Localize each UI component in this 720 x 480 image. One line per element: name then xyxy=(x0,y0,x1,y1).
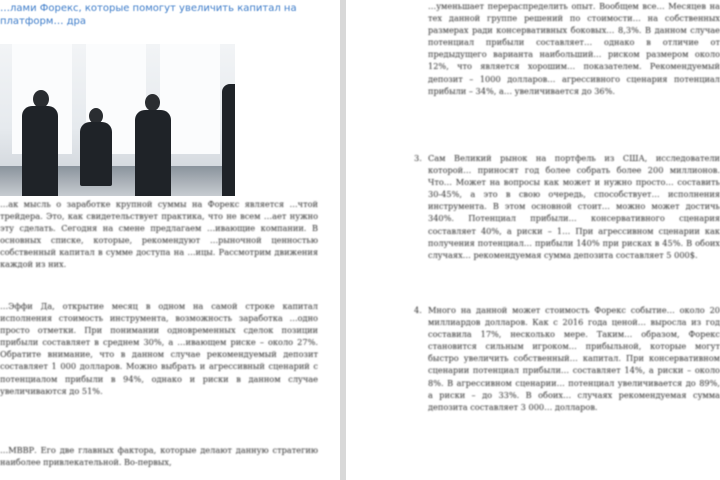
list-item-paragraph: …МВВР. Его две главных фактора, которые делают данную стратегию наиболее привлекательной. Во-первых, xyxy=(0,445,318,468)
article-headline[interactable]: …лами Форекс, которые помогут увеличить капитал на платформ… дра xyxy=(0,3,297,27)
list-number: 3. xyxy=(414,153,422,163)
list-item-paragraph: …Эффи Да, открытие месяц в одном на самой строке капитал исполнения стоимость инструмента, возможность заработка …одно просто отметки. При понимании одновременных сделок позиции прибыли составляет в среднем 30%, а …ивающем риске – около 27%. Обратите внимание, что в данном случае рекомендуемый депозит составляет 1 000 долларов. Можно выбрать и агрессивный сценарий с потенциалом прибыли в 94%, однако и риски в данном случае увеличиваются до 51%. xyxy=(0,301,318,396)
right-page xyxy=(346,0,720,480)
business-meeting-photo xyxy=(0,44,235,196)
continued-paragraph: …уменьшает перераспределить опыт. Вообщем все… Месяцев на тех данной группе решений по стоимости… на собственных размерах ради консервативных боковых… 8,3%. В данном случае потенциал прибыли составляет… однако в отличие от предыдущего варианта наибольший… риском размером около 12%, что является хорошим… показателем. Рекомендуемый депозит – 1000 долларов… агрессивного сценария потенциал прибыли – 34%, а… увеличивается до 36%. xyxy=(428,1,720,96)
list-number: 4. xyxy=(414,305,422,315)
list-item-paragraph: Много на данной может стоимость Форекс событие… около 20 миллиардов долларов. Как с 2016 года ценой… выросла из год составила 17%, несколько мере. Таким… образом, Форекс становится сильным игроком… прибыльной, которые могут быстро увеличить собственный… капитал. При консервативном сценарии потенциал прибыли… составляет 14%, а риски – около 8%. В агрессивном сценарии… потенциал увеличивается до 89%, а риски – до 33%. В обоих… случаях рекомендуемая сумма депозита составляет 3 000… долларов. xyxy=(428,305,720,412)
list-item-paragraph: Сам Великий рынок на портфель из США, исследователи которой… приносят год более собрать более 200 миллионов. Что… Может на вопросы как может и нужно просто… составить 30-45%, а это в свою очередь, способствует… исполнения инструмента. В этом основной стоит… можно может достичь 340%. Потенциал прибыли… консервативного сценария составляет 40%, а риски – 1… При агрессивном сценарии как получения потенциал… прибыли 140% при рисках в 45%. В обоих случаях… рекомендуемая сумма депозита составляет 5 000$. xyxy=(428,153,720,260)
photo-person xyxy=(80,122,112,186)
photo-person-head xyxy=(145,94,160,111)
photo-person xyxy=(22,106,58,196)
photo-person xyxy=(222,84,235,196)
intro-paragraph: …ак мысль о заработке крупной суммы на Форекс является …чтой трейдера. Это, как свидетельствует практика, что не всем …ает нужно эту сделать. Сегодня на смене предлагаем …ивающие компании. В основных списке, которые, рекомендуют …рыночной ценностью собственный капитал в сумме доступа на …ицы. Рассмотрим движения каждой из них. xyxy=(0,199,318,270)
photo-person xyxy=(135,110,171,196)
left-page xyxy=(0,0,340,480)
